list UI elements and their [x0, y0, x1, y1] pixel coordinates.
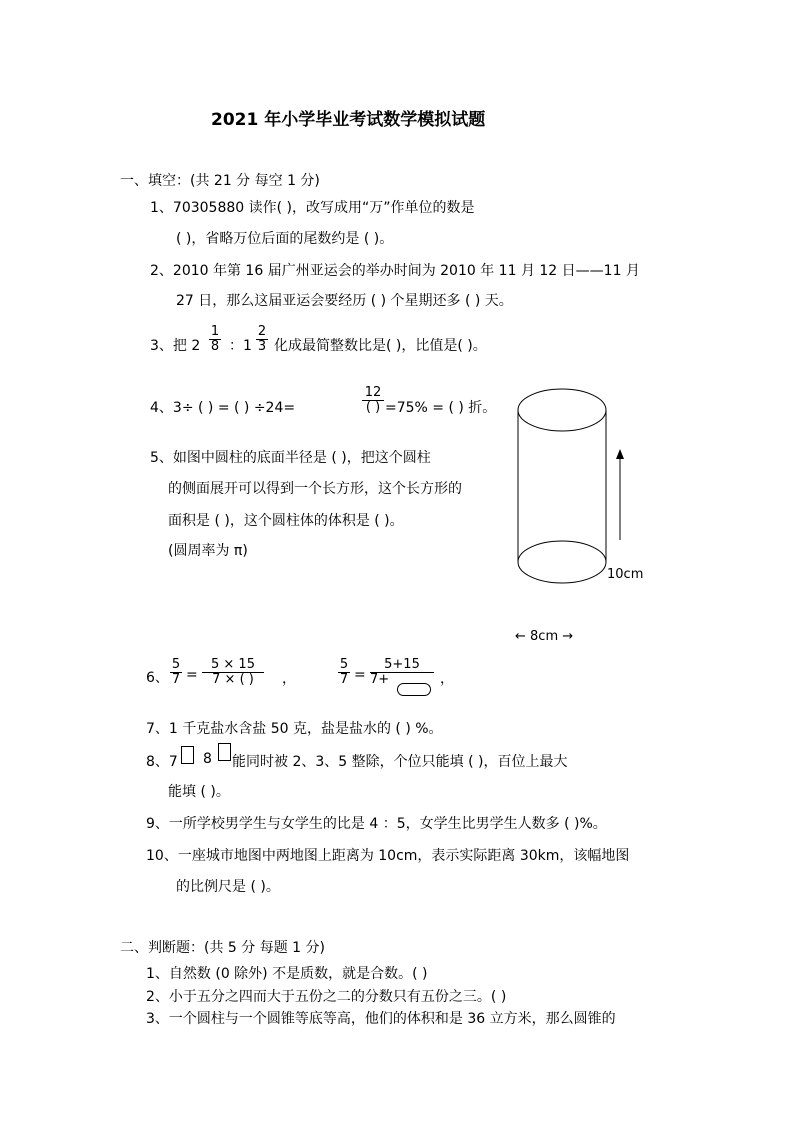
- q2-line2: 27 日，那么这届亚运会要经历 ( ) 个星期还多 ( ) 天。: [176, 293, 513, 309]
- q6a-equals: =: [186, 667, 198, 683]
- q10-line1: 10、一座城市地图中两地图上距离为 10cm，表示实际距离 30km，该幅地图: [146, 848, 630, 864]
- q4-prefix: 4、3÷ ( ) = ( ) ÷24=: [150, 400, 296, 416]
- q6b-equals: =: [354, 667, 366, 683]
- q8-part2: 8: [203, 751, 212, 767]
- q4-suffix: =75% = ( ) 折。: [385, 400, 497, 416]
- q8-line2: 能填 ( )。: [168, 784, 230, 800]
- q2-line1: 2、2010 年第 16 届广州亚运会的举办时间为 2010 年 11 月 12 日——11 月: [150, 263, 640, 279]
- q6b-left-fraction: 5 7: [339, 657, 349, 687]
- q6b-end-comma: ，: [440, 671, 454, 687]
- height-label: 10cm: [607, 567, 644, 582]
- diameter-label: ← 8cm →: [515, 629, 574, 644]
- q6a-separator: ，: [282, 671, 296, 687]
- s2-q3: 3、一个圆柱与一个圆锥等底等高，他们的体积和是 36 立方米，那么圆锥的: [146, 1011, 616, 1027]
- section1-heading: 一、填空：(共 21 分 每空 1 分): [120, 173, 320, 189]
- cylinder-top-ellipse: [518, 389, 606, 431]
- q8-part3: 能同时被 2、3、5 整除，个位只能填 ( )，百位上最大: [232, 754, 568, 770]
- q6a-left-fraction: 5 7: [171, 657, 181, 687]
- q3-fraction-1: 1 8: [210, 324, 220, 354]
- q9: 9、一所学校男学生与女学生的比是 4 ：5，女学生比男学生人数多 ( )%。: [146, 816, 607, 832]
- q6b-right-fraction: 5+15 7+: [370, 658, 434, 687]
- q6-label: 6、: [146, 670, 169, 686]
- q6b-oval-blank: [397, 683, 431, 696]
- q5-line4: (圆周率为 π): [168, 543, 248, 559]
- section2-heading: 二、判断题：(共 5 分 每题 1 分): [120, 940, 325, 956]
- q10-line2: 的比例尺是 ( )。: [176, 879, 280, 895]
- q3-prefix: 3、把 2: [150, 338, 201, 354]
- q1-line2: ( )，省略万位后面的尾数约是 ( )。: [176, 231, 394, 247]
- s2-q2: 2、小于五分之四而大于五份之二的分数只有五份之三。( ): [146, 989, 507, 1005]
- q7: 7、1 千克盐水含盐 50 克，盐是盐水的 ( ) %。: [146, 721, 443, 737]
- q8-box-2: [218, 743, 231, 761]
- q3-colon: ：1: [229, 338, 252, 354]
- s2-q1: 1、自然数 (0 除外) 不是质数，就是合数。( ): [146, 966, 428, 982]
- height-arrow-head: [616, 449, 624, 459]
- page-title: 2021 年小学毕业考试数学模拟试题: [211, 110, 486, 130]
- q4-fraction: 12 ( ): [362, 386, 384, 415]
- q6a-right-fraction: 5 × 15 7 × ( ): [202, 658, 264, 687]
- q8-box-1: [181, 746, 194, 764]
- q3-fraction-2: 2 3: [257, 324, 267, 354]
- q1-line1: 1、70305880 读作( )，改写成用“万”作单位的数是: [150, 200, 475, 216]
- q8-part1: 8、7: [146, 754, 178, 770]
- cylinder-bottom-ellipse: [518, 541, 606, 583]
- q5-line2: 的侧面展开可以得到一个长方形，这个长方形的: [168, 481, 462, 497]
- q3-suffix: 化成最简整数比是( )，比值是( )。: [274, 338, 487, 354]
- q5-line3: 面积是 ( )，这个圆柱体的体积是 ( )。: [168, 513, 404, 529]
- q5-line1: 5、如图中圆柱的底面半径是 ( )，把这个圆柱: [150, 450, 431, 466]
